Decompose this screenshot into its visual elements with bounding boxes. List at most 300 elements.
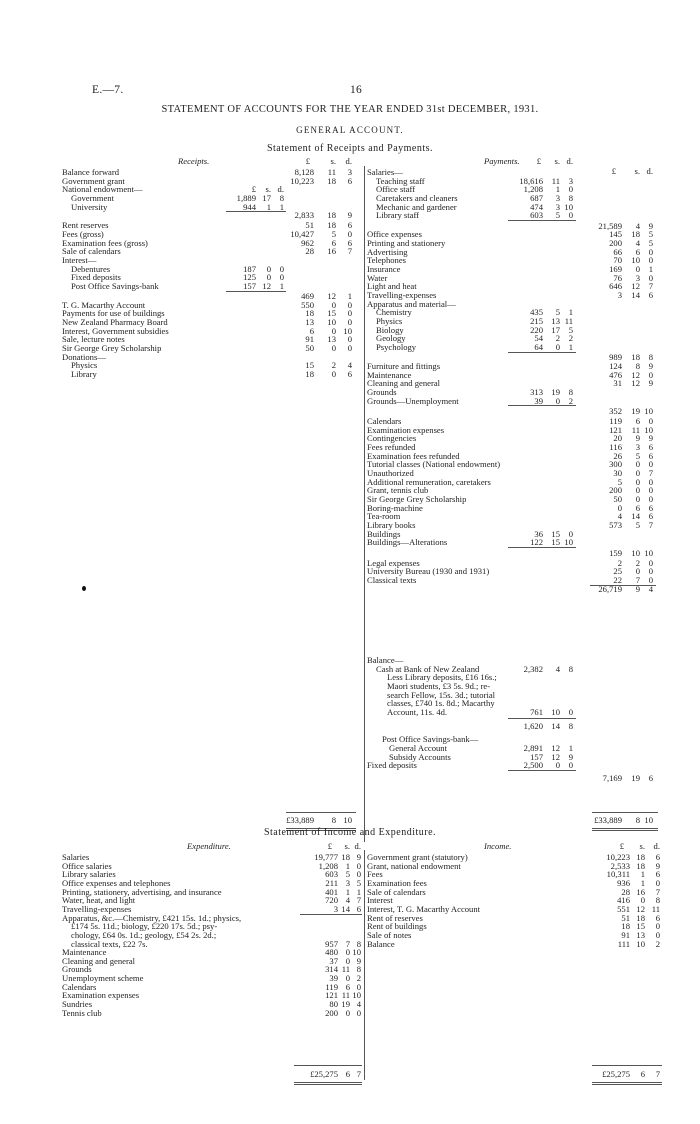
payment-label: Office staff: [376, 184, 416, 195]
payment-label: Cleaning and general: [367, 378, 441, 389]
balance-less-amount-shillings: 10: [551, 706, 560, 717]
expenditure-amount-shillings: 11: [341, 990, 350, 1001]
expenditure-label: Grounds: [62, 964, 92, 975]
expenditure-label: £174 5s. 11d.; biology, £220 17s. 5d.; psy-: [71, 921, 218, 932]
receipt-label: Interest—: [62, 255, 97, 265]
payment-amount-shillings: 18: [631, 352, 640, 363]
receipt-sub-shillings: 17: [262, 192, 271, 203]
payment-sub-pounds: 220: [530, 324, 543, 335]
payment-label: Grounds: [367, 386, 397, 397]
payment-amount-pounds: 124: [609, 360, 622, 371]
income-amount-pence: 0: [655, 877, 660, 888]
expenditure-label: chology, £64 0s. 1d.; geology, £54 2s. 2d.;: [71, 929, 217, 940]
receipt-label: National endowment—: [62, 184, 143, 195]
payment-sub-shillings: 1: [555, 184, 560, 195]
payment-amount-pounds: 476: [609, 369, 622, 380]
expenditure-amount-pence: 10: [352, 990, 361, 1001]
receipt-amount-pounds: 2,833: [294, 210, 314, 221]
receipt-amount-pence: 0: [347, 308, 352, 319]
receipt-amount-shillings: 12: [327, 291, 336, 302]
balance-cash-amount-shillings: 4: [555, 663, 560, 674]
expenditure-amount-pence: 9: [356, 852, 361, 862]
payment-amount-shillings: 9: [635, 583, 640, 594]
expenditure-label: Salaries: [62, 852, 90, 862]
payment-label: Examination expenses: [367, 424, 445, 435]
payments-total-shillings: 8: [635, 815, 640, 825]
expenditure-amount-pounds: 957: [325, 938, 338, 949]
receipt-amount-pence: 0: [347, 229, 352, 240]
payment-amount-pence: 9: [648, 360, 653, 371]
expenditure-amount-pounds: 480: [325, 947, 338, 958]
payment-subtotal-rule: [508, 405, 576, 406]
payment-label: Furniture and fittings: [367, 360, 441, 371]
receipt-amount-shillings: 6: [331, 237, 336, 248]
page-number: 16: [350, 84, 363, 96]
income-amount-pounds: 10,223: [606, 852, 630, 862]
payment-sub-pounds: 54: [534, 333, 543, 344]
income-label: Fees: [367, 869, 383, 880]
income-amount-pence: 0: [655, 921, 660, 932]
payment-amount-pence: 0: [648, 575, 653, 586]
expenditure-amount-shillings: 11: [341, 964, 350, 975]
receipts-total-shillings: 8: [331, 815, 336, 825]
receipt-label: T. G. Macarthy Account: [62, 299, 146, 310]
payment-sub-pence: 0: [568, 184, 573, 195]
income-amount-pence: 6: [655, 912, 660, 923]
income-amount-pounds: 51: [621, 912, 630, 923]
payment-sub-pounds: 687: [530, 192, 543, 203]
payment-sub-shillings: 15: [551, 528, 560, 539]
payment-amount-pence: 4: [648, 583, 653, 594]
receipts-total-pence: 10: [343, 815, 352, 825]
receipt-amount-pounds: 962: [301, 237, 314, 248]
expenditure-label: Examination expenses: [62, 990, 140, 1001]
payment-sub-shillings: 13: [551, 315, 560, 326]
expenditure-amount-pounds: 121: [325, 990, 338, 1001]
receipt-label: Payments for use of buildings: [62, 308, 165, 319]
lsd-pence: d.: [566, 156, 573, 166]
income-label: Interest, T. G. Macarthy Account: [367, 903, 481, 914]
receipt-sub-pounds: 157: [243, 280, 256, 291]
payment-amount-shillings: 12: [631, 281, 640, 292]
payment-amount-shillings: 6: [635, 416, 640, 427]
receipt-label: Examination fees (gross): [62, 237, 148, 248]
payment-amount-pence: 6: [648, 450, 653, 461]
balance-less-amount-pounds: 761: [530, 706, 543, 717]
expenditure-label: Printing, stationery, advertising, and insurance: [62, 886, 222, 897]
payment-amount-pounds: 200: [609, 238, 622, 248]
payment-sub-shillings: 11: [551, 175, 560, 186]
payment-label: Tutorial classes (National endowment): [367, 459, 501, 470]
receipt-amount-shillings: 16: [327, 246, 336, 257]
receipt-sub-pence: 0: [279, 263, 284, 274]
lsd-pence: d.: [354, 841, 361, 851]
lsd-shilling: s.: [639, 841, 645, 851]
balance-subsidy: Subsidy Accounts: [389, 751, 451, 762]
ie-heading: Statement of Income and Expenditure.: [263, 827, 437, 838]
payment-amount-pence: 0: [648, 485, 653, 496]
receipt-sub-shillings: 1: [266, 201, 271, 212]
income-label: Rent of reserves: [367, 912, 423, 923]
receipt-amount-pence: 0: [347, 343, 352, 353]
balance-general-amount-shillings: 12: [551, 742, 560, 753]
lsd-pound: £: [327, 841, 332, 851]
payment-label: Legal expenses: [367, 557, 420, 568]
receipt-sub-shillings: s.: [265, 184, 271, 195]
receipt-label: Rent reserves: [62, 220, 109, 231]
payment-amount-pounds: 21,589: [598, 220, 622, 231]
income-label: Interest: [367, 895, 393, 906]
expenditure-label: Unemployment scheme: [62, 973, 144, 984]
payment-sub-shillings: 3: [555, 192, 560, 203]
payment-amount-pounds: 25: [613, 566, 622, 577]
receipt-amount-shillings: 0: [331, 299, 336, 310]
expenditure-amount-pounds: 603: [325, 869, 338, 880]
page-ref: E.—7.: [92, 84, 124, 96]
expenditure-amount-pence: 8: [356, 938, 361, 949]
payment-amount-pence: 1: [648, 263, 653, 274]
balance-total-amount-pounds: 7,169: [602, 772, 622, 783]
expenditure-amount-pounds: 80: [329, 999, 338, 1010]
payments-label: Payments.: [484, 156, 520, 166]
payment-sub-pence: 3: [568, 175, 573, 186]
expenditure-amount-pounds: 1,208: [318, 860, 338, 871]
payment-amount-shillings: 6: [635, 246, 640, 257]
payment-label: Telephones: [367, 255, 407, 266]
payment-amount-pounds: 70: [613, 255, 622, 266]
payment-label: Salaries—: [367, 167, 403, 177]
receipt-amount-pence: 6: [347, 175, 352, 186]
payment-sub-shillings: 5: [555, 307, 560, 318]
expenditure-amount-shillings: 5: [345, 869, 350, 880]
payment-label: Apparatus and material—: [367, 298, 456, 309]
payment-amount-shillings: 0: [635, 263, 640, 274]
expenditure-amount-pence: 1: [356, 886, 361, 897]
receipt-label: Sir George Grey Scholarship: [62, 343, 162, 353]
payment-label: Buildings: [367, 528, 401, 539]
income-total-pounds: £25,275: [602, 1069, 630, 1079]
receipt-label: Fixed deposits: [71, 272, 121, 283]
payment-label: Additional remuneration, caretakers: [367, 476, 491, 487]
receipt-amount-pence: 9: [347, 210, 352, 221]
lsd-pound: £: [619, 841, 624, 851]
payment-amount-shillings: 0: [635, 468, 640, 478]
payment-amount-shillings: 5: [635, 519, 640, 530]
lsd-pence: d.: [646, 166, 653, 176]
balance-heading: Balance—: [367, 655, 404, 665]
balance-fixed-amount-pence: 0: [568, 760, 573, 771]
payment-sub-shillings: 19: [551, 386, 560, 397]
payment-label: Physics: [376, 315, 403, 326]
payment-label: Advertising: [367, 246, 408, 257]
payment-label: Boring-machine: [367, 502, 423, 513]
income-amount-pence: 7: [655, 886, 660, 897]
income-amount-shillings: 0: [640, 895, 645, 906]
receipt-amount-pence: 6: [347, 237, 352, 248]
payment-sub-shillings: 0: [555, 341, 560, 352]
receipts-total-rule-top: [286, 812, 356, 813]
payment-amount-shillings: 18: [631, 229, 640, 240]
expenditure-amount-pounds: 39: [329, 973, 338, 984]
payment-amount-shillings: 11: [631, 424, 640, 435]
expenditure-amount-pence: 0: [356, 981, 361, 992]
balance-cash: Cash at Bank of New Zealand: [376, 663, 480, 674]
rp-heading: Statement of Receipts and Payments.: [266, 143, 434, 154]
receipt-label: Sale of calendars: [62, 246, 121, 257]
income-amount-pounds: 18: [621, 921, 630, 932]
balance-fixed-rule: [508, 770, 576, 771]
income-amount-pence: 6: [655, 869, 660, 880]
payment-amount-pounds: 159: [609, 547, 622, 558]
income-total-rule: [592, 1082, 662, 1083]
receipt-amount-pence: 0: [347, 299, 352, 310]
income-amount-shillings: 16: [636, 886, 645, 897]
balance-fixed: Fixed deposits: [367, 760, 417, 771]
balance-cash-amount-pence: 8: [568, 663, 573, 674]
payment-amount-pounds: 573: [609, 519, 622, 530]
payment-amount-pence: 10: [644, 547, 653, 558]
receipts-label: Receipts.: [178, 156, 210, 166]
payment-amount-pounds: 145: [609, 229, 622, 240]
payment-amount-pounds: 121: [609, 424, 622, 435]
expenditure-amount-shillings: 19: [341, 999, 350, 1010]
balance-net-amount-shillings: 14: [551, 720, 560, 731]
payment-label: Psychology: [376, 341, 417, 352]
income-amount-shillings: 1: [640, 877, 645, 888]
receipt-amount-pence: 0: [347, 334, 352, 345]
payment-sub-pounds: 64: [534, 341, 543, 352]
expenditure-label: Maintenance: [62, 947, 107, 958]
income-amount-pence: 11: [651, 903, 660, 914]
payment-amount-pounds: 26: [613, 450, 622, 461]
payment-amount-pence: 0: [648, 476, 653, 487]
payment-amount-pence: 0: [648, 272, 653, 283]
payment-label: Sir George Grey Scholarship: [367, 493, 467, 504]
payment-label: Insurance: [367, 263, 401, 274]
receipt-amount-pounds: 15: [305, 360, 314, 371]
expenditure-label: Library salaries: [62, 869, 116, 880]
payment-amount-pence: 9: [648, 220, 653, 231]
receipt-amount-shillings: 18: [327, 210, 336, 221]
expenditure-amount-pounds: 119: [325, 981, 338, 992]
lsd-pence: d.: [345, 156, 352, 166]
expenditure-amount-pounds: 37: [329, 955, 338, 966]
payment-sub-pounds: 313: [530, 386, 543, 397]
balance-general-amount-pounds: 2,891: [523, 742, 543, 753]
payment-label: Printing and stationery: [367, 238, 446, 248]
payment-sub-pence: 0: [568, 528, 573, 539]
expenditure-amount-pounds: 200: [325, 1007, 338, 1018]
income-amount-shillings: 18: [636, 912, 645, 923]
payment-label: Library staff: [376, 210, 420, 221]
payment-label: Teaching staff: [376, 175, 425, 186]
expenditure-amount-pounds: 401: [325, 886, 338, 897]
receipt-subtotal-rule: [226, 291, 286, 292]
receipt-sub-pounds: 125: [243, 272, 256, 283]
payment-amount-pence: 0: [648, 416, 653, 427]
lsd-shilling: s.: [634, 166, 640, 176]
receipt-amount-shillings: 0: [331, 368, 336, 379]
payment-amount-pence: 0: [648, 557, 653, 568]
receipt-label: Donations—: [62, 351, 106, 362]
payment-label: Unauthorized: [367, 468, 414, 478]
expenditure-label: Travelling-expenses: [62, 903, 132, 914]
balance-less-line: Account, 11s. 4d.: [387, 706, 448, 717]
income-total-shillings: 6: [640, 1069, 645, 1079]
payment-amount-pence: 6: [648, 511, 653, 522]
payments-total-rule-top: [592, 812, 658, 813]
payment-amount-pounds: 200: [609, 485, 622, 496]
payment-amount-pence: 0: [648, 566, 653, 577]
receipt-sub-shillings: 0: [266, 263, 271, 274]
payment-label: Buildings—Alterations: [367, 537, 448, 548]
balance-fixed-amount-pounds: 2,500: [523, 760, 543, 771]
receipt-label: Physics: [71, 360, 98, 371]
payment-amount-pounds: 3: [617, 289, 622, 300]
receipt-amount-pence: 3: [347, 167, 352, 177]
payment-amount-pounds: 50: [613, 493, 622, 504]
expenditure-amount-shillings: 3: [345, 877, 350, 888]
expenditure-label: Tennis club: [62, 1007, 102, 1018]
balance-net-amount-pence: 8: [568, 720, 573, 731]
receipt-amount-shillings: 18: [327, 175, 336, 186]
payment-sub-shillings: 5: [555, 210, 560, 221]
receipt-label: Library: [71, 368, 97, 379]
page-subtitle: GENERAL ACCOUNT.: [296, 125, 404, 135]
receipt-amount-pounds: 6: [309, 325, 314, 336]
payment-label: Travelling-expenses: [367, 289, 437, 300]
balance-less-line: Maori students, £3 5s. 9d.; re-: [387, 680, 491, 691]
balance-total-amount-pence: 6: [648, 772, 653, 783]
payment-amount-shillings: 12: [631, 369, 640, 380]
payments-total-pounds: £33,889: [594, 815, 622, 825]
receipt-amount-pounds: 10,427: [290, 229, 314, 240]
balance-fixed-amount-shillings: 0: [555, 760, 560, 771]
payment-label: Grant, tennis club: [367, 485, 429, 496]
receipt-amount-pounds: 28: [305, 246, 314, 257]
expenditure-amount-pence: 4: [356, 999, 361, 1010]
balance-subsidy-amount-pounds: 157: [530, 751, 543, 762]
payment-amount-pounds: 352: [609, 405, 622, 416]
receipt-label: Government grant: [62, 175, 125, 186]
payment-amount-shillings: 3: [635, 442, 640, 453]
payment-label: Contingencies: [367, 433, 417, 444]
payment-label: Fees refunded: [367, 442, 416, 453]
expenditure-total-rule: [294, 1082, 362, 1083]
rp-centre-rule: [364, 166, 365, 842]
expenditure-amount-pence: 2: [356, 973, 361, 984]
lsd-shilling: s.: [330, 156, 336, 166]
payment-amount-pence: 0: [648, 369, 653, 380]
payment-amount-shillings: 10: [631, 255, 640, 266]
payment-amount-pounds: 116: [609, 442, 622, 453]
balance-subsidy-amount-pence: 9: [568, 751, 573, 762]
expenditure-rule: [300, 914, 362, 915]
receipt-sub-pence: 8: [279, 192, 284, 203]
expenditure-total-pounds: £25,275: [310, 1069, 338, 1079]
payment-amount-shillings: 0: [635, 476, 640, 487]
payment-amount-pounds: 20: [613, 433, 622, 444]
receipt-amount-pounds: 10,223: [290, 175, 314, 186]
receipt-subtotal-rule: [226, 211, 286, 212]
payment-label: Light and heat: [367, 281, 417, 292]
payment-sub-shillings: 0: [555, 395, 560, 406]
income-amount-shillings: 1: [640, 869, 645, 880]
ie-centre-rule: [364, 850, 365, 1080]
receipt-amount-shillings: 5: [331, 229, 336, 240]
receipt-label: Sale, lecture notes: [62, 334, 125, 345]
payment-sub-pounds: 39: [534, 395, 543, 406]
payment-label: Geology: [376, 333, 406, 344]
payment-amount-shillings: 4: [635, 238, 640, 248]
income-amount-pounds: 936: [617, 877, 630, 888]
receipt-sub-pence: d.: [277, 184, 284, 195]
expenditure-label: Office expenses and telephones: [62, 877, 171, 888]
payment-sub-shillings: 15: [551, 537, 560, 548]
expenditure-total-shillings: 6: [345, 1069, 350, 1079]
receipt-label: Balance forward: [62, 167, 120, 177]
receipt-amount-pence: 1: [347, 291, 352, 302]
payment-sub-pence: 2: [568, 395, 573, 406]
payment-label: Mechanic and gardener: [376, 201, 457, 212]
receipt-amount-shillings: 10: [327, 317, 336, 328]
payment-sub-pence: 11: [564, 315, 573, 326]
payment-label: Biology: [376, 324, 404, 335]
receipt-label: Post Office Savings-bank: [71, 280, 159, 291]
payment-amount-pounds: 169: [609, 263, 622, 274]
payment-sub-pence: 2: [568, 333, 573, 344]
receipt-amount-pence: 10: [343, 325, 352, 336]
payment-amount-shillings: 3: [635, 272, 640, 283]
receipt-label: Debentures: [71, 263, 111, 274]
payment-amount-pence: 7: [648, 468, 653, 478]
income-amount-pounds: 111: [617, 938, 630, 949]
balance-less-line: search Fellow, 15s. 3d.; tutorial: [387, 689, 496, 700]
payment-amount-shillings: 10: [631, 547, 640, 558]
expenditure-label: Cleaning and general: [62, 955, 136, 966]
payment-label: Water: [367, 272, 388, 283]
payment-amount-pounds: 0: [617, 502, 622, 513]
lsd-pound: £: [305, 156, 310, 166]
payment-amount-shillings: 8: [635, 360, 640, 371]
expenditure-amount-shillings: 0: [345, 1007, 350, 1018]
receipt-sub-shillings: 0: [266, 272, 271, 283]
payment-amount-shillings: 0: [635, 459, 640, 470]
payment-amount-shillings: 19: [631, 405, 640, 416]
payment-amount-shillings: 5: [635, 450, 640, 461]
income-label: Income.: [484, 841, 512, 851]
payment-label: University Bureau (1930 and 1931): [367, 566, 490, 577]
payment-amount-pounds: 300: [609, 459, 622, 470]
payment-amount-shillings: 14: [631, 289, 640, 300]
payment-amount-pounds: 2: [617, 557, 622, 568]
payment-sub-pence: 10: [564, 537, 573, 548]
expenditure-label: Calendars: [62, 981, 97, 992]
receipt-amount-shillings: 13: [327, 334, 336, 345]
expenditure-total-rule2: [294, 1084, 362, 1085]
expenditure-amount-pence: 9: [356, 955, 361, 966]
balance-posb: Post Office Savings-bank—: [382, 734, 479, 745]
payment-amount-pence: 6: [648, 442, 653, 453]
receipt-amount-shillings: 15: [327, 308, 336, 319]
payment-amount-pence: 10: [644, 424, 653, 435]
receipt-amount-pounds: 13: [305, 317, 314, 328]
income-amount-shillings: 15: [636, 921, 645, 932]
expenditure-amount-shillings: 1: [345, 886, 350, 897]
balance-total-amount-shillings: 19: [631, 772, 640, 783]
payment-sub-pounds: 18,616: [519, 175, 543, 186]
expenditure-label: Apparatus, &c.—Chemistry, £421 15s. 1d.; physics,: [62, 912, 242, 923]
